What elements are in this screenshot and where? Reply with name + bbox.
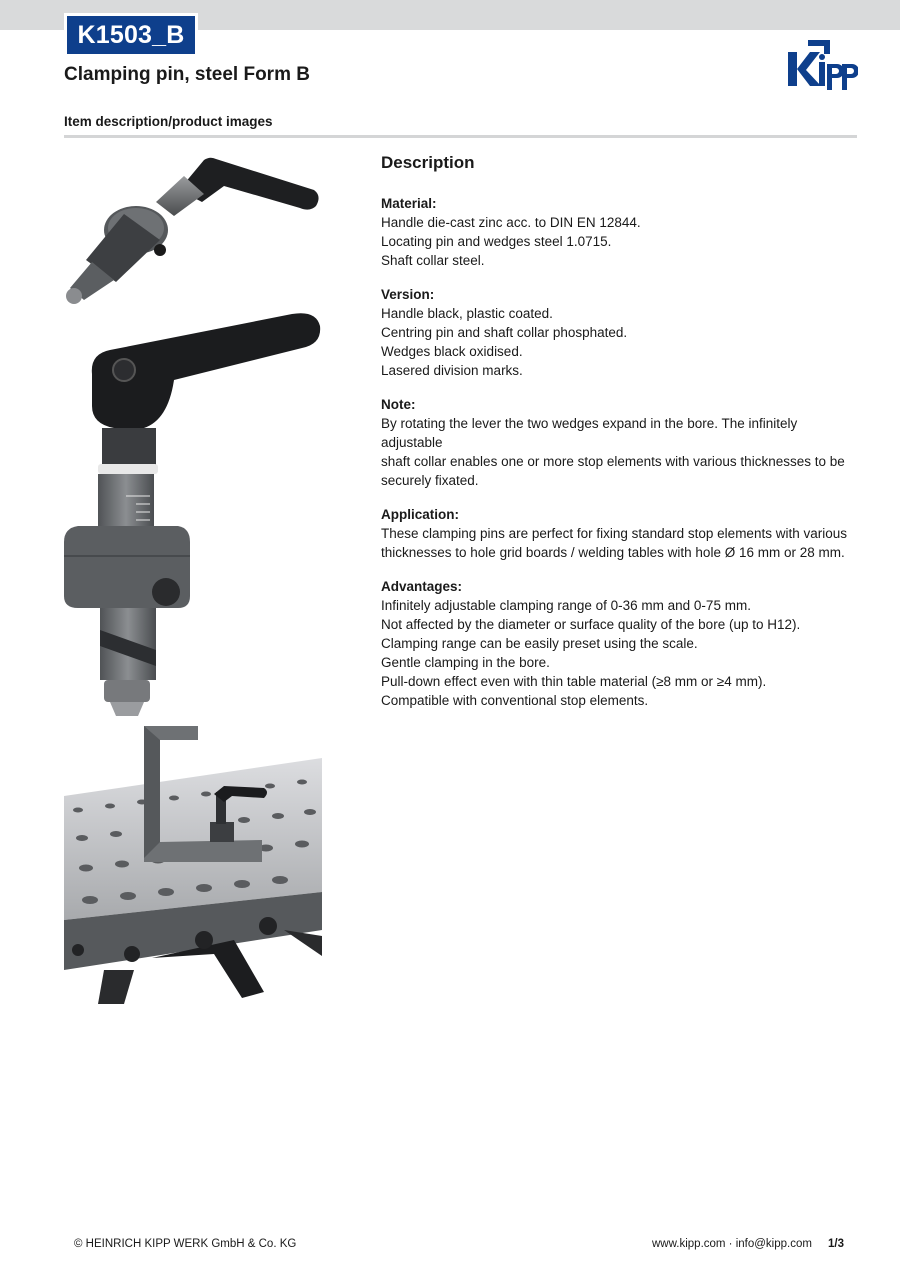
clamping-pin-on-table-image bbox=[64, 722, 322, 1004]
version-line: Handle black, plastic coated. bbox=[381, 306, 553, 321]
version-line: Lasered division marks. bbox=[381, 363, 523, 378]
section-label: Item description/product images bbox=[64, 114, 273, 129]
material-heading: Material: bbox=[381, 196, 437, 211]
footer-page-number: 1/3 bbox=[828, 1238, 844, 1250]
section-divider bbox=[64, 135, 857, 138]
note-heading: Note: bbox=[381, 397, 416, 412]
version-line: Centring pin and shaft collar phosphated. bbox=[381, 325, 628, 340]
product-code: K1503_B bbox=[67, 16, 195, 54]
version-block bbox=[381, 285, 851, 380]
footer-copyright: © HEINRICH KIPP WERK GmbH & Co. KG bbox=[74, 1238, 297, 1250]
application-line: thicknesses to hole grid boards / welding tables with hole Ø 16 mm or 28 mm. bbox=[381, 545, 845, 560]
advantages-line: Infinitely adjustable clamping range of 0-36 mm and 0-75 mm. bbox=[381, 598, 751, 613]
advantages-line: Not affected by the diameter or surface quality of the bore (up to H12). bbox=[381, 617, 801, 632]
material-block bbox=[381, 194, 851, 270]
application-heading: Application: bbox=[381, 507, 459, 522]
note-line: By rotating the lever the two wedges expand in the bore. The infinitely adjustable bbox=[381, 416, 798, 450]
advantages-line: Compatible with conventional stop elements. bbox=[381, 693, 649, 708]
advantages-line: Gentle clamping in the bore. bbox=[381, 655, 550, 670]
clamping-pin-exploded-image bbox=[64, 150, 322, 310]
description-title: Description bbox=[381, 153, 475, 172]
application-line: These clamping pins are perfect for fixing standard stop elements with various bbox=[381, 526, 847, 541]
material-line: Handle die-cast zinc acc. to DIN EN 12844. bbox=[381, 215, 641, 230]
description-panel bbox=[381, 152, 851, 725]
version-heading: Version: bbox=[381, 287, 435, 302]
advantages-line: Clamping range can be easily preset using the scale. bbox=[381, 636, 698, 651]
advantages-block bbox=[381, 577, 851, 710]
application-block bbox=[381, 505, 851, 562]
kipp-logo bbox=[786, 38, 858, 94]
material-line: Shaft collar steel. bbox=[381, 253, 485, 268]
material-line: Locating pin and wedges steel 1.0715. bbox=[381, 234, 612, 249]
note-line: shaft collar enables one or more stop elements with various thicknesses to be bbox=[381, 454, 845, 469]
clamping-pin-closeup-image bbox=[64, 310, 322, 720]
page-title: Clamping pin, steel Form B bbox=[64, 64, 310, 85]
product-code-badge bbox=[64, 13, 198, 57]
advantages-line: Pull-down effect even with thin table material (≥8 mm or ≥4 mm). bbox=[381, 674, 767, 689]
note-line: securely fixated. bbox=[381, 473, 479, 488]
note-block bbox=[381, 395, 851, 490]
footer-contact-link[interactable]: www.kipp.com · info@kipp.com bbox=[652, 1238, 812, 1250]
advantages-heading: Advantages: bbox=[381, 579, 463, 594]
version-line: Wedges black oxidised. bbox=[381, 344, 523, 359]
